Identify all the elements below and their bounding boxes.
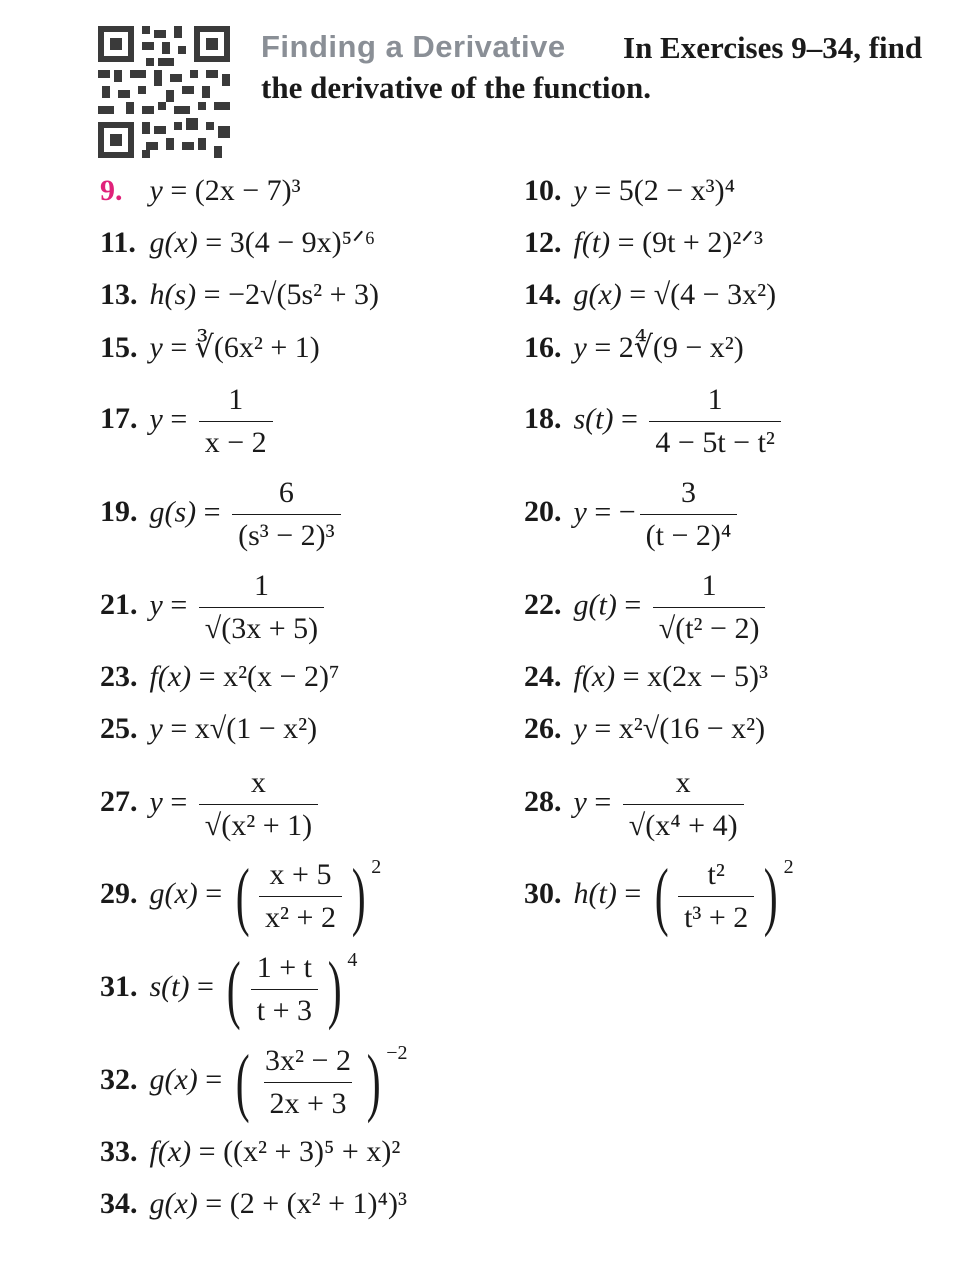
left-paren: ( <box>235 853 250 938</box>
function-name: y <box>149 785 163 819</box>
exercise-number: 30. <box>524 877 562 910</box>
exercise-9: 9. y = (2x − 7)³ <box>100 174 301 207</box>
expression: x²(x − 2)⁷ <box>223 660 340 693</box>
function-name: y <box>573 174 587 207</box>
exercise-number: 10. <box>524 174 562 207</box>
expression: √(4 − 3x²) <box>653 278 777 311</box>
exercise-22: 22. g(t) = $\frac{1}{\text{√(t² − 2)}}$ <box>524 571 769 644</box>
exercise-28: 28. y = $\frac{x}{\text{√(x⁴ + 4)}}$ <box>524 768 748 841</box>
expression: x(2x − 5)³ <box>647 660 768 693</box>
instructions-line-2: the derivative of the function. <box>261 70 652 105</box>
expression: 5(2 − x³)⁴ <box>618 174 736 207</box>
fraction <box>623 768 744 841</box>
section-title: Finding a Derivative <box>261 29 566 64</box>
function-name: f(x) <box>149 1135 192 1168</box>
exercise-24: 24. f(x) = x(2x − 5)³ <box>524 660 768 693</box>
numerator: x <box>675 766 691 799</box>
numerator: 3 <box>681 476 697 509</box>
exercise-number: 25. <box>100 712 138 745</box>
exercise-number: 20. <box>524 495 562 529</box>
right-paren: ) <box>327 946 342 1031</box>
function-name: y <box>149 402 163 436</box>
denominator: √(x⁴ + 4) <box>623 804 744 841</box>
function-name: g(s) <box>149 495 197 529</box>
denominator: t³ + 2 <box>678 896 754 933</box>
fraction <box>653 571 766 644</box>
exercise-number: 15. <box>100 331 138 364</box>
left-paren: ( <box>654 853 669 938</box>
exercise-16: 16. y = 2∜(9 − x²) <box>524 331 744 364</box>
right-paren: ) <box>351 853 366 938</box>
fraction <box>199 571 324 644</box>
exercise-32: 32. g(x) = ( $\frac{\text{3x² − 2}}{2x + 3}$ ) $^{-2}$ <box>100 1039 408 1124</box>
numerator: 1 <box>253 569 269 602</box>
exercise-30: 30. h(t) = ( $\frac{\text{t²}}{\text{t³ + 2}}$ ) $^2$ <box>524 853 794 938</box>
exercise-26: 26. y = x²√(16 − x²) <box>524 712 766 745</box>
exercise-number: 18. <box>524 402 562 436</box>
function-name: h(t) <box>573 877 617 910</box>
left-paren: ( <box>227 946 242 1031</box>
exercise-11: 11. g(x) = 3(4 − 9x)⁵ᐟ⁶ <box>100 226 376 259</box>
fraction <box>232 478 341 551</box>
exercise-number: 11. <box>100 226 136 259</box>
denominator: 2x + 3 <box>264 1082 353 1119</box>
exercise-33: 33. f(x) = ((x² + 3)⁵ + x)² <box>100 1135 401 1168</box>
exercise-21: 21. y = $\frac{1}{√(3x + 5)}$ <box>100 571 328 644</box>
exercise-number: 34. <box>100 1187 138 1220</box>
exercise-number: 33. <box>100 1135 138 1168</box>
exercise-12: 12. f(t) = (9t + 2)²ᐟ³ <box>524 226 764 259</box>
denominator: 4 − 5t − t² <box>649 421 781 458</box>
exercise-18: 18. s(t) = $\frac{1}{\text{4 − 5t − t²}}$ <box>524 385 785 458</box>
function-name: g(t) <box>573 588 617 622</box>
fraction <box>199 768 318 841</box>
denominator: √(3x + 5) <box>199 607 324 644</box>
expression: (2x − 7)³ <box>194 174 301 207</box>
denominator: x − 2 <box>199 421 273 458</box>
exercise-number: 13. <box>100 278 138 311</box>
function-name: y <box>149 174 163 207</box>
numerator: t² <box>707 857 725 891</box>
function-name: y <box>573 495 587 529</box>
expression: 3(4 − 9x)⁵ᐟ⁶ <box>229 226 376 259</box>
qr-code-icon[interactable] <box>98 26 230 158</box>
function-name: g(x) <box>149 877 198 910</box>
exercise-number: 24. <box>524 660 562 693</box>
function-name: s(t) <box>149 970 190 1003</box>
function-name: h(s) <box>149 278 197 311</box>
function-name: y <box>573 785 587 819</box>
numerator: x <box>250 766 266 799</box>
exercise-number: 16. <box>524 331 562 364</box>
right-paren: ) <box>366 1039 381 1124</box>
exercise-14: 14. g(x) = √(4 − 3x²) <box>524 278 777 311</box>
exercise-number: 17. <box>100 402 138 436</box>
function-name: y <box>573 712 587 745</box>
expression: (2 + (x² + 1)⁴)³ <box>229 1187 407 1220</box>
denominator: (t − 2)⁴ <box>640 514 738 551</box>
negative-sign: − <box>618 495 636 529</box>
numerator: x + 5 <box>269 857 332 891</box>
expression: ((x² + 3)⁵ + x)² <box>223 1135 401 1168</box>
exercise-number: 14. <box>524 278 562 311</box>
fraction <box>640 478 738 551</box>
function-name: f(x) <box>573 660 616 693</box>
denominator: √(x² + 1) <box>199 804 318 841</box>
exercise-number: 23. <box>100 660 138 693</box>
denominator: √(t² − 2) <box>653 607 766 644</box>
exercise-number: 31. <box>100 970 138 1003</box>
numerator: 1 + t <box>256 950 312 984</box>
fraction <box>649 385 781 458</box>
exercise-number: 19. <box>100 495 138 529</box>
exercise-number: 22. <box>524 588 562 622</box>
function-name: f(t) <box>573 226 611 259</box>
exponent: −2 <box>386 1042 408 1064</box>
expression: −2√(5s² + 3) <box>228 278 380 311</box>
denominator: t + 3 <box>251 989 318 1026</box>
exercise-19: 19. g(s) = $\frac{6}{\text{(s³ − 2)³}}$ <box>100 478 345 551</box>
exercise-number: 26. <box>524 712 562 745</box>
denominator: x² + 2 <box>259 896 342 933</box>
numerator: 1 <box>228 383 244 416</box>
exercise-20: 20. y = − $\frac{3}{\text{(t − 2)⁴}}$ <box>524 478 741 551</box>
exercise-number: 32. <box>100 1063 138 1096</box>
fraction <box>251 950 318 1027</box>
fraction <box>259 857 342 934</box>
function-name: g(x) <box>149 1187 198 1220</box>
exercise-29: 29. g(x) = ( $\frac{x + 5}{\text{x² + 2}}$ ) $^2$ <box>100 853 382 938</box>
exercise-34: 34. g(x) = (2 + (x² + 1)⁴)³ <box>100 1187 407 1220</box>
denominator: (s³ − 2)³ <box>232 514 341 551</box>
exercise-23: 23. f(x) = x²(x − 2)⁷ <box>100 660 340 693</box>
exercise-25: 25. y = x√(1 − x²) <box>100 712 318 745</box>
numerator: 1 <box>701 569 717 602</box>
function-name: f(x) <box>149 660 192 693</box>
function-name: y <box>573 331 587 364</box>
expression: ∛(6x² + 1) <box>194 331 320 364</box>
numerator: 6 <box>278 476 294 509</box>
instructions-line-1: In Exercises 9–34, find <box>623 30 923 65</box>
right-paren: ) <box>764 853 778 938</box>
exponent: 4 <box>347 949 358 971</box>
function-name: y <box>149 331 163 364</box>
exercise-number: 21. <box>100 588 138 622</box>
function-name: s(t) <box>573 402 614 436</box>
expression: x²√(16 − x²) <box>618 712 766 745</box>
numerator: 1 <box>707 383 723 416</box>
exercise-number: 12. <box>524 226 562 259</box>
exercise-number: 28. <box>524 785 562 819</box>
exercise-10: 10. y = 5(2 − x³)⁴ <box>524 174 736 207</box>
exercise-17: 17. y = $\frac{1}{x - 2}$ <box>100 385 277 458</box>
function-name: y <box>149 588 163 622</box>
exponent: 2 <box>783 856 794 878</box>
exercise-15: 15. y = ∛(6x² + 1) <box>100 331 320 364</box>
exercise-number: 27. <box>100 785 138 819</box>
function-name: g(x) <box>149 226 198 259</box>
expression: x√(1 − x²) <box>194 712 318 745</box>
left-paren: ( <box>235 1039 250 1124</box>
expression: (9t + 2)²ᐟ³ <box>642 226 764 259</box>
fraction <box>678 857 754 934</box>
exponent: 2 <box>371 856 382 878</box>
function-name: y <box>149 712 163 745</box>
exercise-number: 9. <box>100 174 123 207</box>
numerator: 3x² − 2 <box>265 1043 351 1077</box>
expression: 2∜(9 − x²) <box>618 331 744 364</box>
exercise-number: 29. <box>100 877 138 910</box>
exercise-13: 13. h(s) = −2√(5s² + 3) <box>100 278 380 311</box>
fraction <box>259 1043 357 1120</box>
function-name: g(x) <box>573 278 622 311</box>
exercise-27: 27. y = $\frac{x}{\text{√(x² + 1)}}$ <box>100 768 322 841</box>
exercise-31: 31. s(t) = ( $\frac{1 + t}{t + 3}$ ) $^4$ <box>100 946 358 1031</box>
fraction <box>199 385 273 458</box>
function-name: g(x) <box>149 1063 198 1096</box>
